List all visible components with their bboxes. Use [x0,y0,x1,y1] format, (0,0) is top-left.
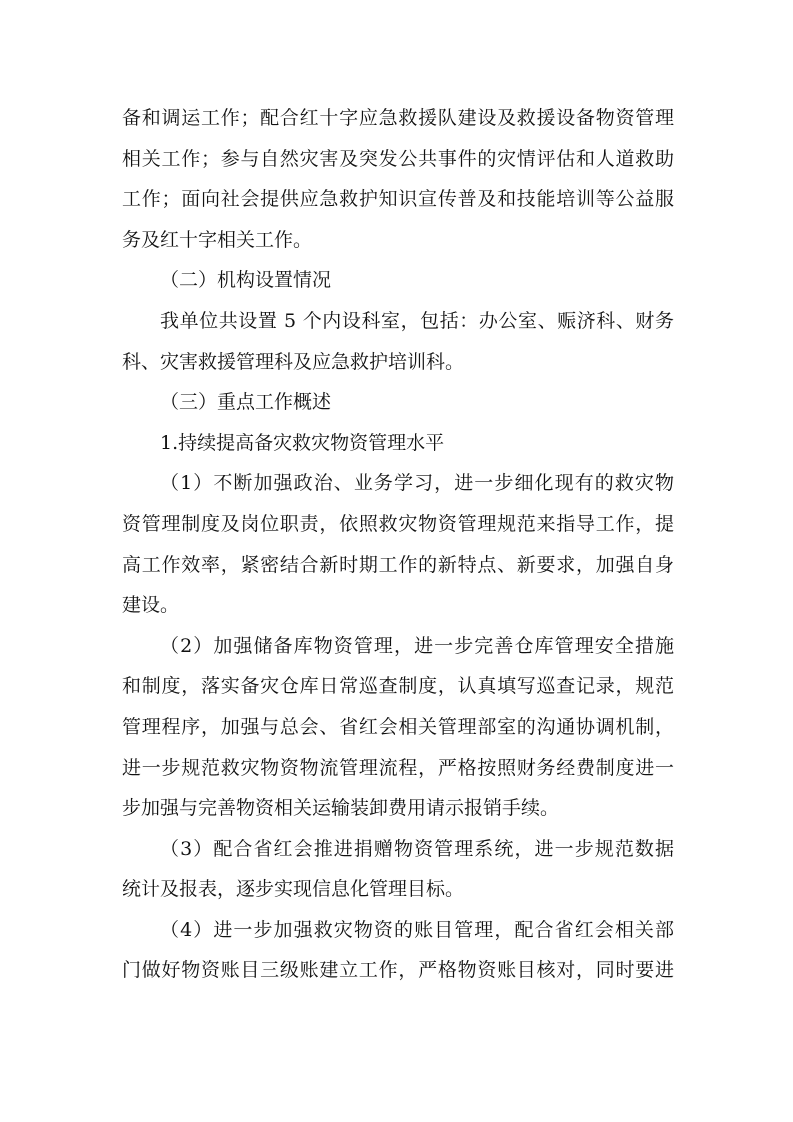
body-line: 相关工作；参与自然灾害及突发公共事件的灾情评估和人道救助 [122,147,674,170]
body-line: 统计及报表，逐步实现信息化管理目标。 [122,878,465,901]
body-line: 工作；面向社会提供应急救护知识宣传普及和技能培训等公益服 [122,188,674,211]
body-line: 门做好物资账目三级账建立工作，严格物资账目核对，同时要进 [122,959,674,982]
body-line: 进一步规范救灾物资物流管理流程，严格按照财务经费制度进一 [122,756,674,779]
body-line: 资管理制度及岗位职责，依照救灾物资管理规范来指导工作，提 [122,512,674,535]
body-line: 科、灾害救援管理科及应急救护培训科。 [122,350,465,373]
subsection-heading: 1.持续提高备灾救灾物资管理水平 [160,431,445,454]
body-line: 建设。 [122,594,180,617]
body-line: 步加强与完善物资相关运输装卸费用请示报销手续。 [122,797,560,820]
body-line: （3）配合省红会推进捐赠物资管理系统，进一步规范数据 [160,837,674,860]
section-heading: （三）重点工作概述 [160,391,332,414]
body-line: 管理程序，加强与总会、省红会相关管理部室的沟通协调机制， [122,715,674,738]
body-line: （1）不断加强政治、业务学习，进一步细化现有的救灾物 [160,472,674,495]
body-line: 务及红十字相关工作。 [122,228,313,251]
document-body [122,98,674,991]
body-line: 和制度，落实备灾仓库日常巡查制度，认真填写巡查记录，规范 [122,675,674,698]
body-line: （2）加强储备库物资管理，进一步完善仓库管理安全措施 [160,634,674,657]
body-line: 高工作效率，紧密结合新时期工作的新特点、新要求，加强自身 [122,553,674,576]
body-line: （4）进一步加强救灾物资的账目管理，配合省红会相关部 [160,918,674,941]
body-line: 我单位共设置 5 个内设科室，包括：办公室、赈济科、财务 [160,309,674,332]
section-heading: （二）机构设置情况 [160,269,332,292]
body-line: 备和调运工作；配合红十字应急救援队建设及救援设备物资管理 [122,107,674,129]
